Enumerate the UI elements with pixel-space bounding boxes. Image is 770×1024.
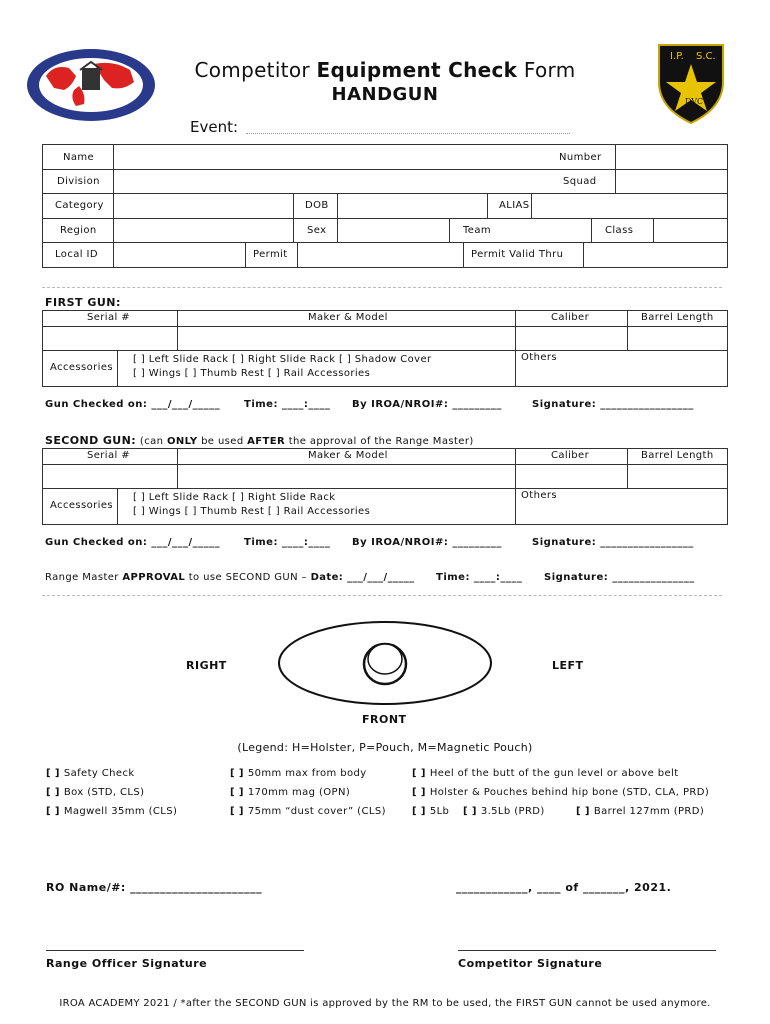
check-holster[interactable]: [ ] Holster & Pouches behind hip bone (STD, CLA, PRD) [412,787,710,798]
diagram-left-label: LEFT [552,659,584,672]
second-signature: Signature: _________________ [532,537,694,548]
first-accessories-label: Accessories [50,362,114,373]
check-3-5lb[interactable]: [ ] 3.5Lb (PRD) [463,806,545,817]
date-field[interactable]: ____________, ____ of _______, 2021. [456,881,672,894]
diagram-front-label: FRONT [362,713,407,726]
second-maker-header: Maker & Model [308,450,388,461]
first-acc-row1[interactable]: [ ] Left Slide Rack [ ] Right Slide Rack [ ] Shadow Cover [133,354,432,365]
second-gun-heading: SECOND GUN: (can ONLY be used AFTER the approval of the Range Master) [45,434,474,447]
ipsc-logo-text-right: S.C. [696,51,716,62]
second-time: Time: ____:____ [244,537,331,548]
form-title: Competitor Equipment Check Form [194,58,576,82]
team-label: Team [463,225,492,236]
name-label: Name [63,152,95,163]
second-barrel-header: Barrel Length [641,450,714,461]
check-heel[interactable]: [ ] Heel of the butt of the gun level or above belt [412,768,679,779]
competitor-signature-line[interactable] [458,950,716,951]
first-barrel-header: Barrel Length [641,312,714,323]
diagram-right-label: RIGHT [186,659,227,672]
divider [42,595,722,596]
first-checked-on: Gun Checked on: ___/___/_____ [45,399,221,410]
approval-line: Range Master APPROVAL to use SECOND GUN – Date: ___/___/_____ [45,572,415,583]
ro-signature-label: Range Officer Signature [46,957,208,970]
ipsc-logo-mono: DVC [685,97,704,106]
approval-signature: Signature: _______________ [544,572,695,583]
competitor-table [42,144,728,268]
division-label: Division [57,176,100,187]
category-label: Category [55,200,104,211]
dob-label: DOB [305,200,329,211]
check-box[interactable]: [ ] Box (STD, CLS) [46,787,145,798]
check-magwell[interactable]: [ ] Magwell 35mm (CLS) [46,806,178,817]
ro-signature-line[interactable] [46,950,304,951]
first-others-label: Others [521,352,558,363]
check-barrel[interactable]: [ ] Barrel 127mm (PRD) [576,806,705,817]
sex-label: Sex [307,225,327,236]
first-maker-header: Maker & Model [308,312,388,323]
first-gun-heading: FIRST GUN: [45,296,121,309]
permit-label: Permit [253,249,288,260]
check-5lb[interactable]: [ ] 5Lb [412,806,450,817]
head-top [368,644,402,674]
first-acc-row2[interactable]: [ ] Wings [ ] Thumb Rest [ ] Rail Accessories [133,368,371,379]
event-field[interactable] [246,132,570,134]
class-label: Class [605,225,634,236]
second-accessories-label: Accessories [50,500,114,511]
alias-label: ALIAS [499,200,530,211]
second-caliber-header: Caliber [551,450,590,461]
competitor-signature-label: Competitor Signature [458,957,603,970]
check-170mm[interactable]: [ ] 170mm mag (OPN) [230,787,351,798]
ipsc-logo-text-left: I.P. [670,51,684,62]
squad-label: Squad [563,176,597,187]
second-acc-row2[interactable]: [ ] Wings [ ] Thumb Rest [ ] Rail Accessories [133,506,371,517]
second-others-label: Others [521,490,558,501]
second-checked-on: Gun Checked on: ___/___/_____ [45,537,221,548]
first-caliber-header: Caliber [551,312,590,323]
second-acc-row1[interactable]: [ ] Left Slide Rack [ ] Right Slide Rack [133,492,336,503]
event-label: Event: [190,118,239,136]
region-label: Region [60,225,97,236]
check-safety[interactable]: [ ] Safety Check [46,768,135,779]
check-50mm[interactable]: [ ] 50mm max from body [230,768,367,779]
legend: (Legend: H=Holster, P=Pouch, M=Magnetic Pouch) [237,741,533,754]
first-gun-table [42,310,728,387]
footer-note: IROA ACADEMY 2021 / *after the SECOND GUN is approved by the RM to be used, the FIRST GUN cannot be used anymore. [59,998,711,1009]
second-by: By IROA/NROI#: _________ [352,537,502,548]
number-label: Number [559,152,602,163]
first-time: Time: ____:____ [244,399,331,410]
permit-valid-label: Permit Valid Thru [471,249,564,260]
first-by: By IROA/NROI#: _________ [352,399,502,410]
divider [42,287,722,288]
check-75mm[interactable]: [ ] 75mm “dust cover” (CLS) [230,806,386,817]
second-serial-header: Serial # [87,450,131,461]
first-signature: Signature: _________________ [532,399,694,410]
ro-name-field[interactable]: RO Name/#: ______________________ [46,881,263,894]
second-gun-table [42,448,728,525]
local-id-label: Local ID [55,249,98,260]
approval-time: Time: ____:____ [436,572,523,583]
belt-diagram [276,618,494,708]
first-serial-header: Serial # [87,312,131,323]
form-subtitle: HANDGUN [331,84,439,105]
